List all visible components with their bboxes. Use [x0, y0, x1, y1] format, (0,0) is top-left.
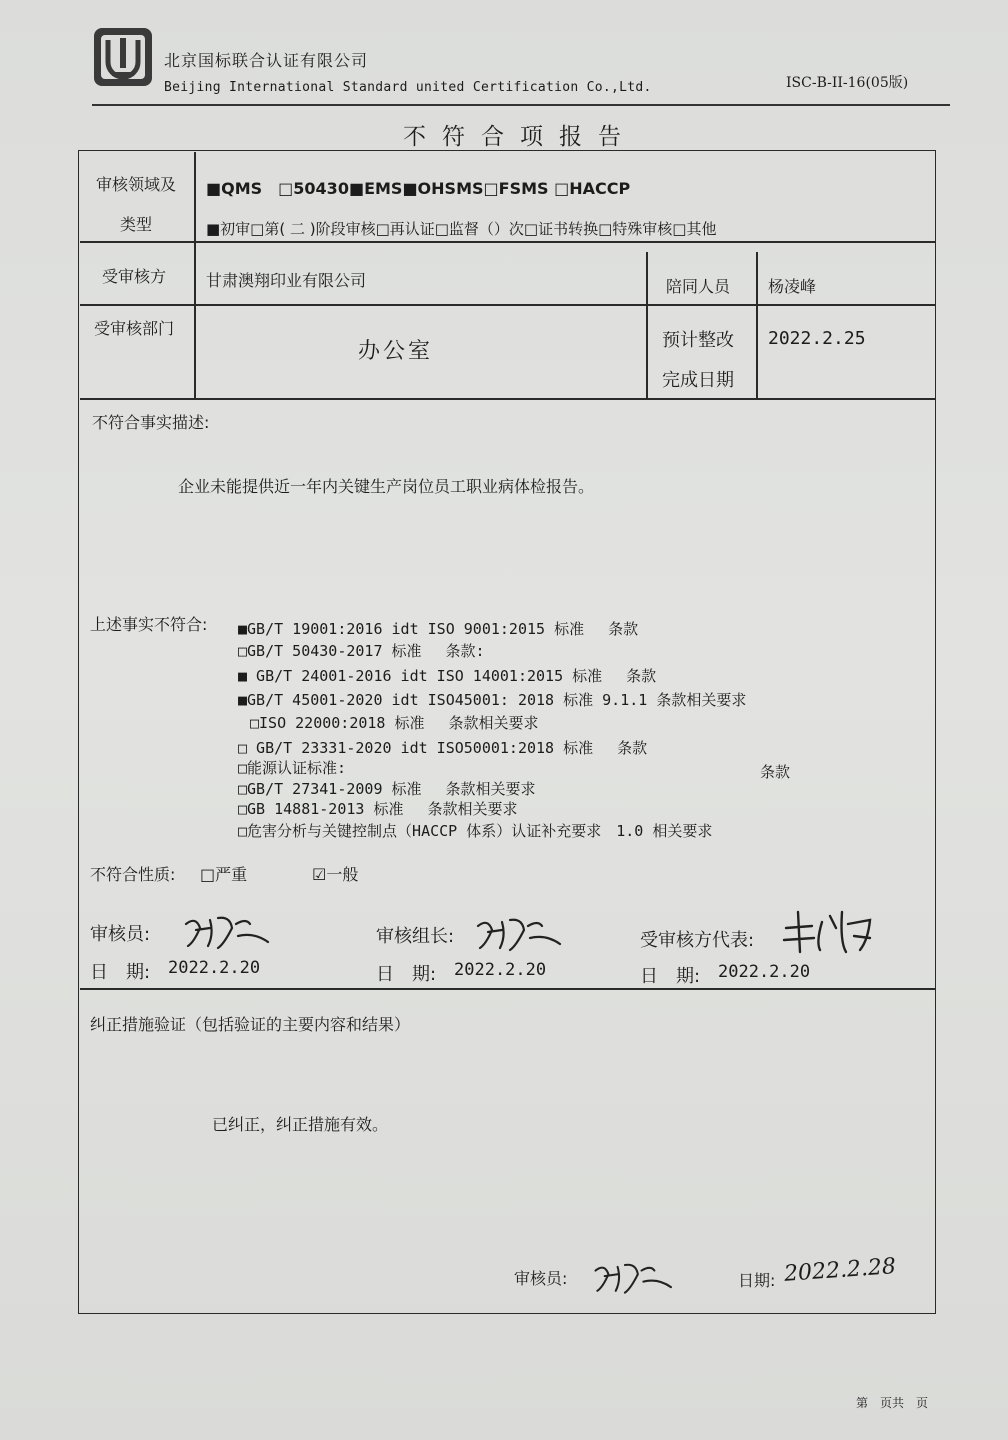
audit-scope-label: 审核领域及 — [96, 175, 177, 194]
nonconformity-label: 不符合事实描述: — [92, 413, 210, 432]
planned-date-label: 预计整改 — [662, 330, 734, 351]
standard-item: □GB 14881-2013 标准 条款相关要求 — [238, 800, 518, 818]
standard-item: □危害分析与关键控制点（HACCP 体系）认证补充要求 1.0 相关要求 — [238, 822, 713, 840]
verification-label: 纠正措施验证（包括验证的主要内容和结果） — [90, 1015, 411, 1034]
standard-item: □能源认证标准: — [238, 759, 347, 777]
row-divider — [80, 398, 936, 400]
verification-auditor-signature — [590, 1256, 682, 1298]
representative-date: 2022.2.20 — [718, 962, 811, 982]
row-divider — [80, 241, 936, 243]
representative-date-label: 日 期: — [640, 966, 701, 987]
verification-result: 已纠正，纠正措施有效。 — [212, 1115, 389, 1134]
planned-date-label-2: 完成日期 — [662, 370, 734, 391]
audit-scope-systems: ■QMS □50430■EMS■OHSMS□FSMS □HACCP — [206, 179, 631, 198]
verification-date-label: 日期: — [738, 1271, 776, 1290]
standard-item: ■ GB/T 24001-2016 idt ISO 14001:2015 标准 条款 — [238, 667, 657, 685]
leader-label: 审核组长: — [376, 926, 455, 947]
nature-general-checkbox: ☑一般 — [312, 865, 359, 884]
company-name-en: Beijing International Standard united Certification Co.,Ltd. — [164, 80, 652, 95]
audit-scope-label-2: 类型 — [120, 215, 153, 234]
column-divider — [646, 252, 648, 398]
company-name-cn: 北京国标联合认证有限公司 — [164, 51, 369, 70]
accompany-label: 陪同人员 — [666, 277, 731, 296]
standard-item: □ISO 22000:2018 标准 条款相关要求 — [250, 714, 539, 732]
company-logo — [92, 26, 154, 88]
column-divider — [756, 252, 758, 398]
energy-clause: 条款 — [760, 763, 791, 781]
row-divider — [80, 988, 936, 990]
department-name: 办公室 — [358, 339, 434, 364]
verification-date-handwritten: 2022.2.28 — [783, 1254, 897, 1287]
page-number: 第 页共 页 — [856, 1396, 929, 1410]
representative-signature — [778, 906, 884, 962]
planned-date-value: 2022.2.25 — [768, 328, 866, 349]
nature-label: 不符合性质: — [90, 865, 176, 884]
nonconformity-description: 企业未能提供近一年内关键生产岗位员工职业病体检报告。 — [178, 477, 595, 496]
accompany-person: 杨凌峰 — [768, 277, 817, 296]
auditor-signature — [180, 910, 280, 952]
column-divider — [194, 152, 196, 398]
standard-item: □GB/T 27341-2009 标准 条款相关要求 — [238, 780, 536, 798]
auditor-date-label: 日 期: — [90, 962, 151, 983]
auditor-label: 审核员: — [90, 924, 151, 945]
standard-item: ■GB/T 45001-2020 idt ISO45001: 2018 标准 9.1.1 条款相关要求 — [238, 691, 747, 709]
header-rule — [92, 104, 950, 106]
leader-signature — [472, 912, 572, 954]
row-divider — [80, 304, 936, 306]
standard-item: □ GB/T 23331-2020 idt ISO50001:2018 标准 条款 — [238, 739, 648, 757]
nature-severe-checkbox: □严重 — [200, 865, 248, 884]
department-label: 受审核部门 — [94, 319, 175, 338]
standard-item: ■GB/T 19001:2016 idt ISO 9001:2015 标准 条款 — [238, 620, 639, 638]
verification-auditor-label: 审核员: — [514, 1269, 568, 1288]
auditee-label: 受审核方 — [102, 267, 167, 286]
auditee-name: 甘肃澳翔印业有限公司 — [206, 271, 367, 290]
representative-label: 受审核方代表: — [640, 930, 755, 951]
leader-date: 2022.2.20 — [454, 960, 547, 980]
leader-date-label: 日 期: — [376, 964, 437, 985]
auditor-date: 2022.2.20 — [168, 958, 261, 978]
standard-item: □GB/T 50430-2017 标准 条款: — [238, 642, 485, 660]
form-code: ISC-B-II-16(05版) — [786, 75, 909, 91]
document-title: 不符合项报告 — [403, 124, 637, 150]
audit-type-line: ■初审□第( 二 )阶段审核□再认证□监督（）次□证书转换□特殊审核□其他 — [206, 220, 717, 238]
clause-label: 上述事实不符合: — [90, 615, 208, 634]
